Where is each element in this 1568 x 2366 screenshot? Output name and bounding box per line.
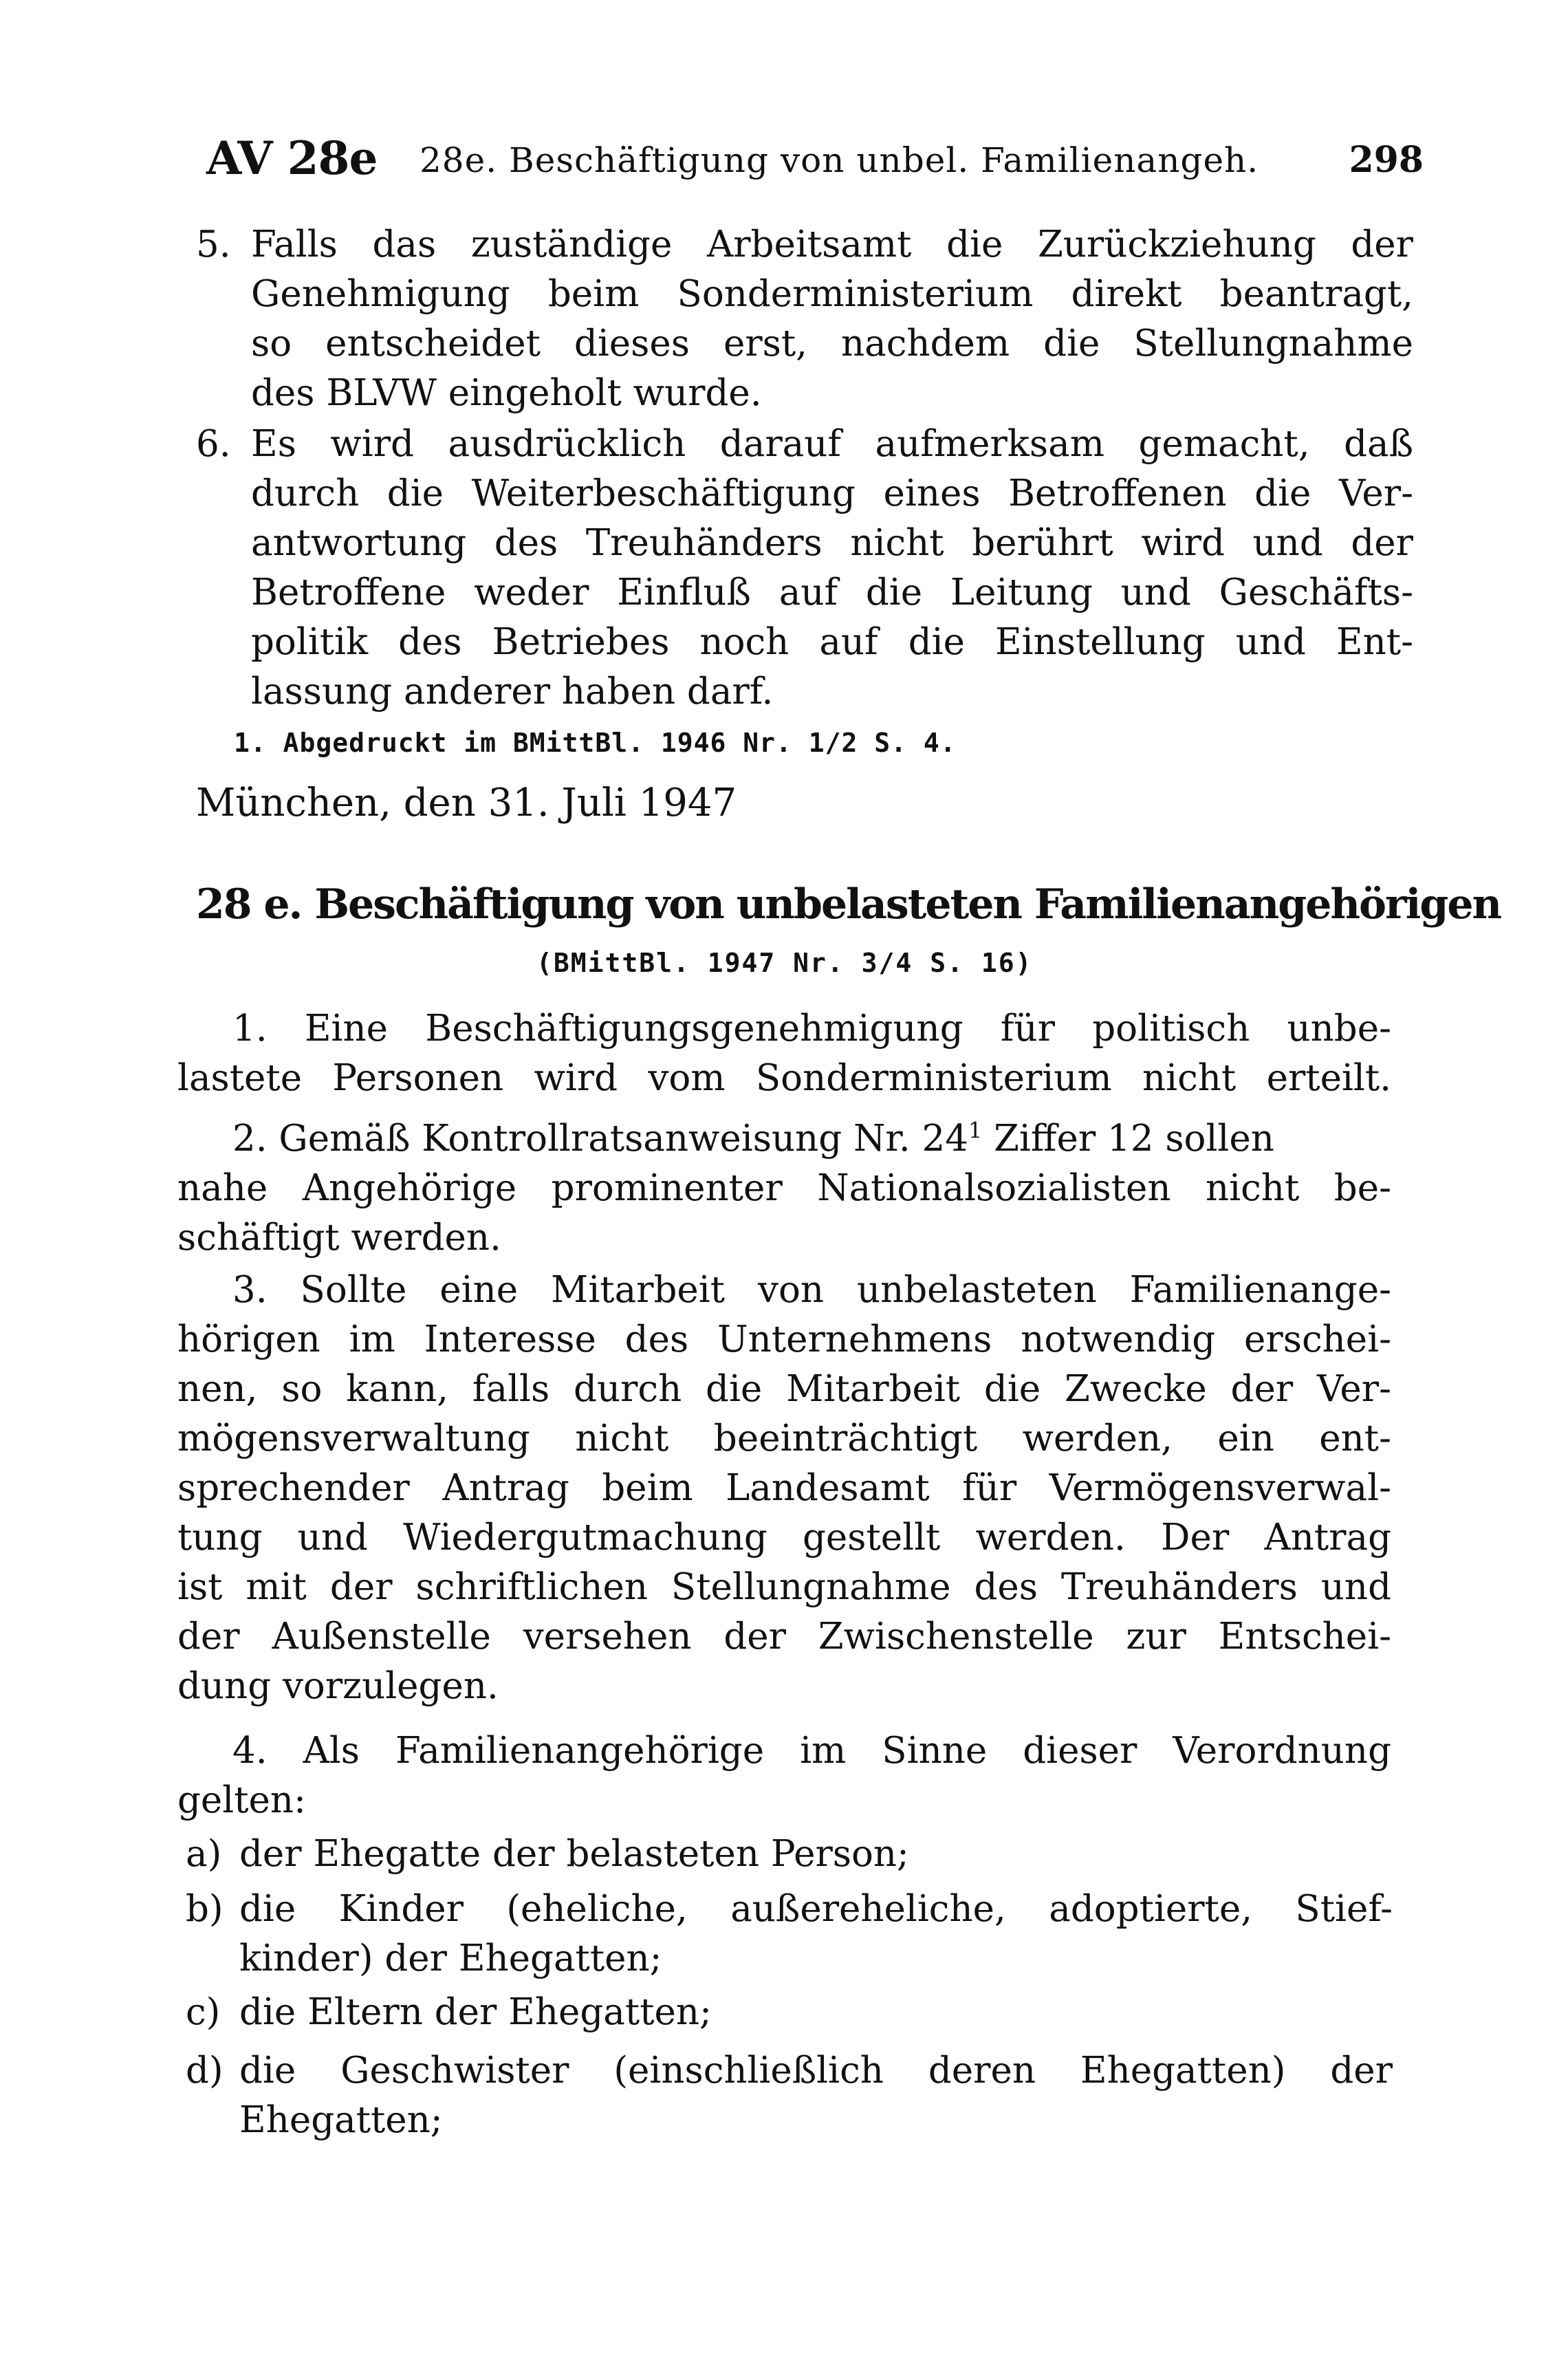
footnote: 1. Abgedruckt im BMittBl. 1946 Nr. 1/2 S. 4. [234, 728, 957, 758]
text-line: Ehegatten; [239, 2099, 443, 2141]
text-line: die Geschwister (einschließlich deren Ehegatten) der [239, 2050, 1393, 2092]
text-fragment: 2. Gemäß Kontrollratsanweisung Nr. $24^1$ Ziffer 12 sollen [232, 1118, 1274, 1160]
dateline: München, den 31. Juli 1947 [196, 781, 737, 825]
text-line: nen, so kann, falls durch die Mitarbeit die Zwecke der Ver- [177, 1368, 1391, 1410]
text-line: die Eltern der Ehegatten; [239, 1991, 712, 2033]
text-line: tung und Wiedergutmachung gestellt werden. Der Antrag [177, 1517, 1391, 1559]
list-label: a) [186, 1833, 222, 1875]
text-line: Es wird ausdrücklich darauf aufmerksam gemacht, daß [251, 423, 1413, 465]
paragraph-2 [177, 1114, 1391, 1263]
text-line: sprechender Antrag beim Landesamt für Vermögensverwal- [177, 1467, 1391, 1509]
text-line: Falls das zuständige Arbeitsamt die Zurückziehung der [251, 224, 1413, 265]
list-item-d [186, 2046, 1393, 2145]
list-item-c [186, 1988, 1393, 2037]
section-heading: 28 e. Beschäftigung von unbelasteten Familienangehörigen [196, 880, 1501, 929]
text-line: nahe Angehörige prominenter Nationalsozialisten nicht be- [177, 1167, 1391, 1209]
paragraph-3 [177, 1266, 1391, 1711]
list-label: b) [186, 1888, 224, 1930]
text-line: kinder) der Ehegatten; [239, 1938, 662, 1979]
text-line: politik des Betriebes noch auf die Einstellung und Ent- [251, 621, 1413, 663]
text-line: ist mit der schriftlichen Stellungnahme des Treuhänders und [177, 1566, 1391, 1608]
footnote-marker: 1 [968, 1118, 983, 1144]
list-label: c) [186, 1991, 221, 2033]
text-line: der Außenstelle versehen der Zwischenstelle zur Entschei- [177, 1616, 1391, 1658]
running-header [206, 127, 1424, 189]
item-number: 5. [196, 224, 231, 265]
text-line: antwortung des Treuhänders nicht berührt wird und der [251, 522, 1413, 564]
text-line: schäftigt werden. [177, 1217, 501, 1259]
text-line: 3. Sollte eine Mitarbeit von unbelasteten Familienange- [232, 1269, 1391, 1311]
text-line: die Kinder (eheliche, außereheliche, adoptierte, Stief- [239, 1888, 1393, 1930]
text-line: hörigen im Interesse des Unternehmens notwendig erschei- [177, 1318, 1391, 1360]
section-reference: (BMittBl. 1947 Nr. 3/4 S. 16) [536, 948, 1033, 978]
item-5 [196, 220, 1413, 418]
page-number: 298 [1349, 139, 1424, 181]
text-line: so entscheidet dieses erst, nachdem die Stellungnahme [251, 323, 1413, 365]
section-code: AV 28e [206, 131, 378, 185]
paragraph-4 [177, 1726, 1391, 1825]
paragraph-1 [177, 1004, 1391, 1103]
text-line: Genehmigung beim Sonderministerium direkt beantragt, [251, 273, 1413, 315]
text-line: mögensverwaltung nicht beeinträchtigt werden, ein ent- [177, 1418, 1391, 1459]
list-item-a [186, 1830, 1393, 1879]
item-6 [196, 420, 1413, 717]
text-line: der Ehegatte der belasteten Person; [239, 1833, 909, 1875]
item-number: 6. [196, 423, 231, 465]
text-line: gelten: [177, 1779, 306, 1821]
text-line [177, 1114, 1391, 1164]
text-line: 4. Als Familienangehörige im Sinne dieser Verordnung [232, 1730, 1391, 1772]
text-line: dung vorzulegen. [177, 1665, 499, 1707]
text-line: Betroffene weder Einfluß auf die Leitung und Geschäfts- [251, 572, 1413, 614]
text-line: 1. Eine Beschäftigungsgenehmigung für politisch unbe- [232, 1008, 1391, 1050]
text-line: durch die Weiterbeschäftigung eines Betroffenen die Ver- [251, 473, 1413, 514]
list-item-b [186, 1885, 1393, 1984]
text-line: lastete Personen wird vom Sonderministerium nicht erteilt. [177, 1057, 1391, 1099]
text-line: lassung anderer haben darf. [251, 671, 774, 713]
running-title: 28e. Beschäftigung von unbel. Familienangeh. [420, 140, 1259, 180]
text-line: des BLVW eingeholt wurde. [251, 372, 762, 414]
list-label: d) [186, 2050, 224, 2092]
